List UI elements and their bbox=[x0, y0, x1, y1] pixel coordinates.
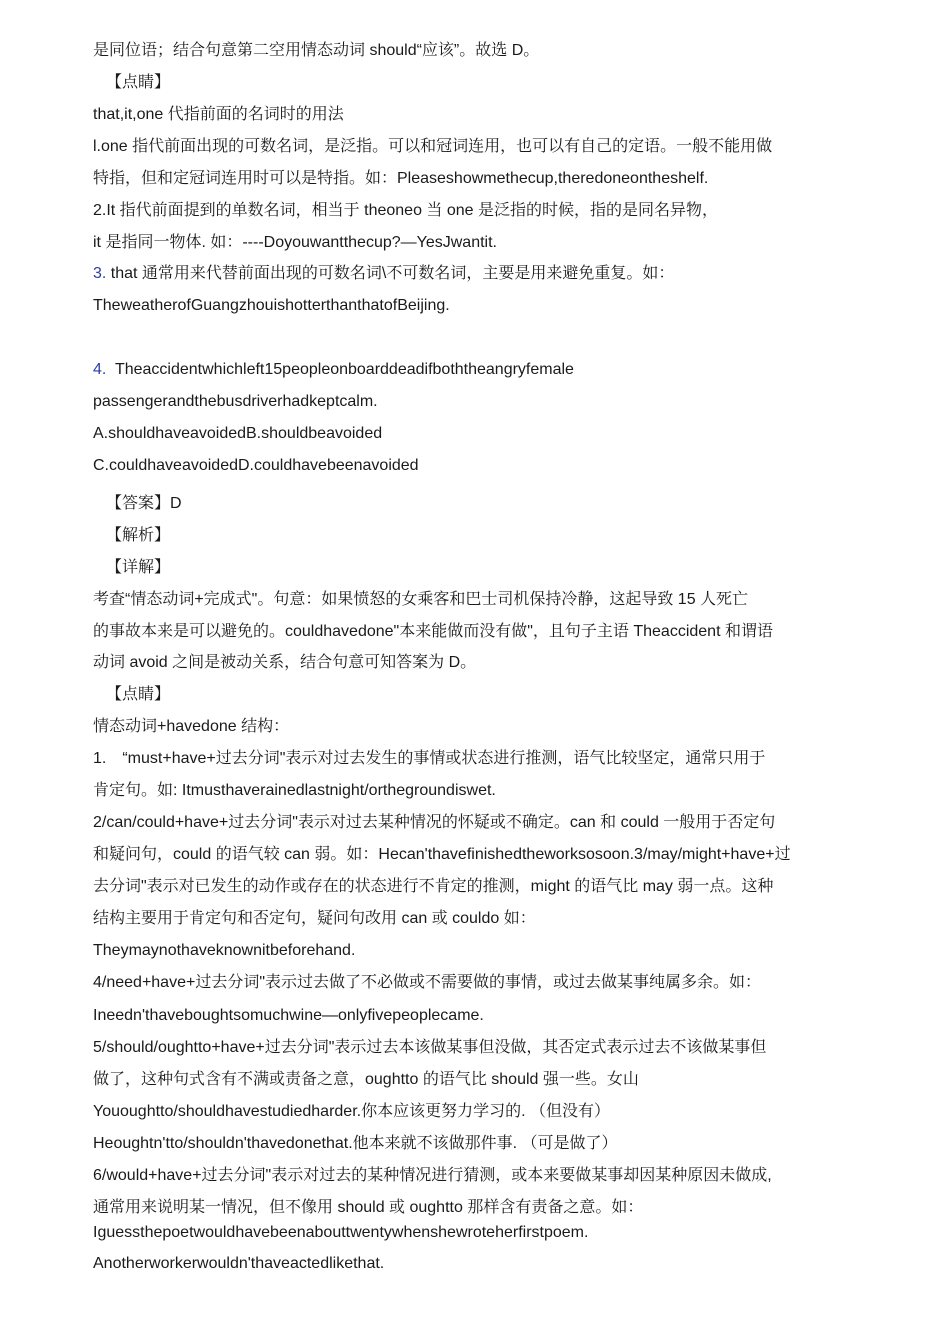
example-sentence: Heoughtn'tto/shouldn'thavedonethat.他本来就不该做那件事. （可是做了） bbox=[93, 1135, 618, 1152]
paragraph-line bbox=[93, 263, 862, 285]
paragraph-line: l.one 指代前面出现的可数名词，是泛指。可以和冠词连用，也可以有自己的定语。一般不能用做 bbox=[93, 138, 773, 155]
detail-heading: 【详解】 bbox=[106, 559, 171, 576]
summary-line: 2/can/could+have+过去分词"表示对过去某种情况的怀疑或不确定。can 和 could 一般用于否定句 bbox=[93, 814, 776, 831]
question-stem-cont: passengerandthebusdriverhadkeptcalm. bbox=[93, 393, 378, 410]
question-text: Theaccidentwhichleft15peopleonboarddeadifboththeangryfemale bbox=[114, 361, 574, 378]
dianjing-heading: 【点睛】 bbox=[106, 74, 171, 91]
options-ab: A.shouldhaveavoidedB.shouldbeavoided bbox=[93, 425, 383, 442]
summary-line: 6/would+have+过去分词"表示对过去的某种情况进行猜测，或本来要做某事却因某种原因未做成, bbox=[93, 1167, 772, 1184]
summary-line: 肯定句。如: Itmusthaverainedlastnight/orthegroundiswet. bbox=[93, 782, 496, 799]
explanation-line: 的事故本来是可以避免的。couldhavedone"本来能做而没有做"，且句子主语 Theaccident 和谓语 bbox=[93, 623, 773, 640]
paragraph-line: it 是指同一物体. 如：----Doyouwantthecup?—YesJwantit. bbox=[93, 234, 497, 251]
paragraph-line: 是同位语；结合句意第二空用情态动词 should“应该”。故选 D。 bbox=[93, 42, 540, 59]
summary-line: 结构主要用于肯定句和否定句，疑问句改用 can 或 couldo 如： bbox=[93, 910, 536, 927]
paragraph-line: 特指，但和定冠词连用时可以是特指。如：Pleaseshowmethecup,theredoneontheshelf. bbox=[93, 170, 709, 187]
options-cd: C.couldhaveavoidedD.couldhavebeenavoided bbox=[93, 457, 419, 474]
explanation-line: 动词 avoid 之间是被动关系，结合句意可知答案为 D。 bbox=[93, 654, 477, 671]
summary-line: 5/should/oughtto+have+过去分词"表示过去本该做某事但没做，其否定式表示过去不该做某事但 bbox=[93, 1039, 767, 1056]
summary-line: 1. “must+have+过去分词"表示对过去发生的事情或状态进行推测，语气比较坚定，通常只用于 bbox=[93, 750, 766, 767]
example-sentence: TheweatherofGuangzhouishotterthanthatofBeijing. bbox=[93, 297, 450, 314]
answer-label: 【答案】D bbox=[106, 495, 182, 512]
summary-line: 通常用来说明某一情况，但不像用 should 或 oughtto 那样含有责备之意。如： bbox=[93, 1199, 644, 1216]
paragraph-line: 2.It 指代前面提到的单数名词，相当于 theoneo 当 one 是泛指的时候，指的是同名异物， bbox=[93, 202, 718, 219]
example-sentence: Theymaynothaveknownitbeforehand. bbox=[93, 942, 356, 959]
example-sentence: Iguessthepoetwouldhavebeenabouttwentywhenshewroteherfirstpoem. bbox=[93, 1224, 589, 1241]
summary-line: 做了，这种句式含有不满或责备之意，oughtto 的语气比 should 强一些。女山 bbox=[93, 1071, 639, 1088]
summary-line: 去分词"表示对已发生的动作或存在的状态进行不肯定的推测，might 的语气比 may 弱一点。这种 bbox=[93, 878, 774, 895]
analysis-heading: 【解析】 bbox=[106, 527, 171, 544]
list-number: 3. bbox=[93, 265, 107, 282]
question-number: 4. bbox=[93, 361, 107, 378]
summary-line: 和疑问句，could 的语气较 can 弱。如：Hecan'thavefinishedtheworksosoon.3/may/might+have+过 bbox=[93, 846, 791, 863]
list-text: that 通常用来代替前面出现的可数名词\不可数名词，主要是用来避免重复。如： bbox=[110, 265, 675, 282]
example-sentence: Ineedn'thaveboughtsomuchwine—onlyfivepeoplecame. bbox=[93, 1007, 484, 1024]
example-sentence: Yououghtto/shouldhavestudiedharder.你本应该更努力学习的. （但没有） bbox=[93, 1103, 610, 1120]
summary-title: 情态动词+havedone 结构： bbox=[93, 718, 290, 735]
dianjing-heading: 【点睛】 bbox=[106, 686, 171, 703]
example-sentence: Anotherworkerwouldn'thaveactedlikethat. bbox=[93, 1255, 385, 1272]
question-stem bbox=[93, 359, 862, 381]
summary-line: 4/need+have+过去分词"表示过去做了不必做或不需要做的事情，或过去做某事纯属多余。如： bbox=[93, 974, 762, 991]
section-title: that,it,one 代指前面的名词时的用法 bbox=[93, 106, 344, 123]
explanation-line: 考查“情态动词+完成式"。句意：如果愤怒的女乘客和巴士司机保持冷静，这起导致 15 人死亡 bbox=[93, 591, 749, 608]
